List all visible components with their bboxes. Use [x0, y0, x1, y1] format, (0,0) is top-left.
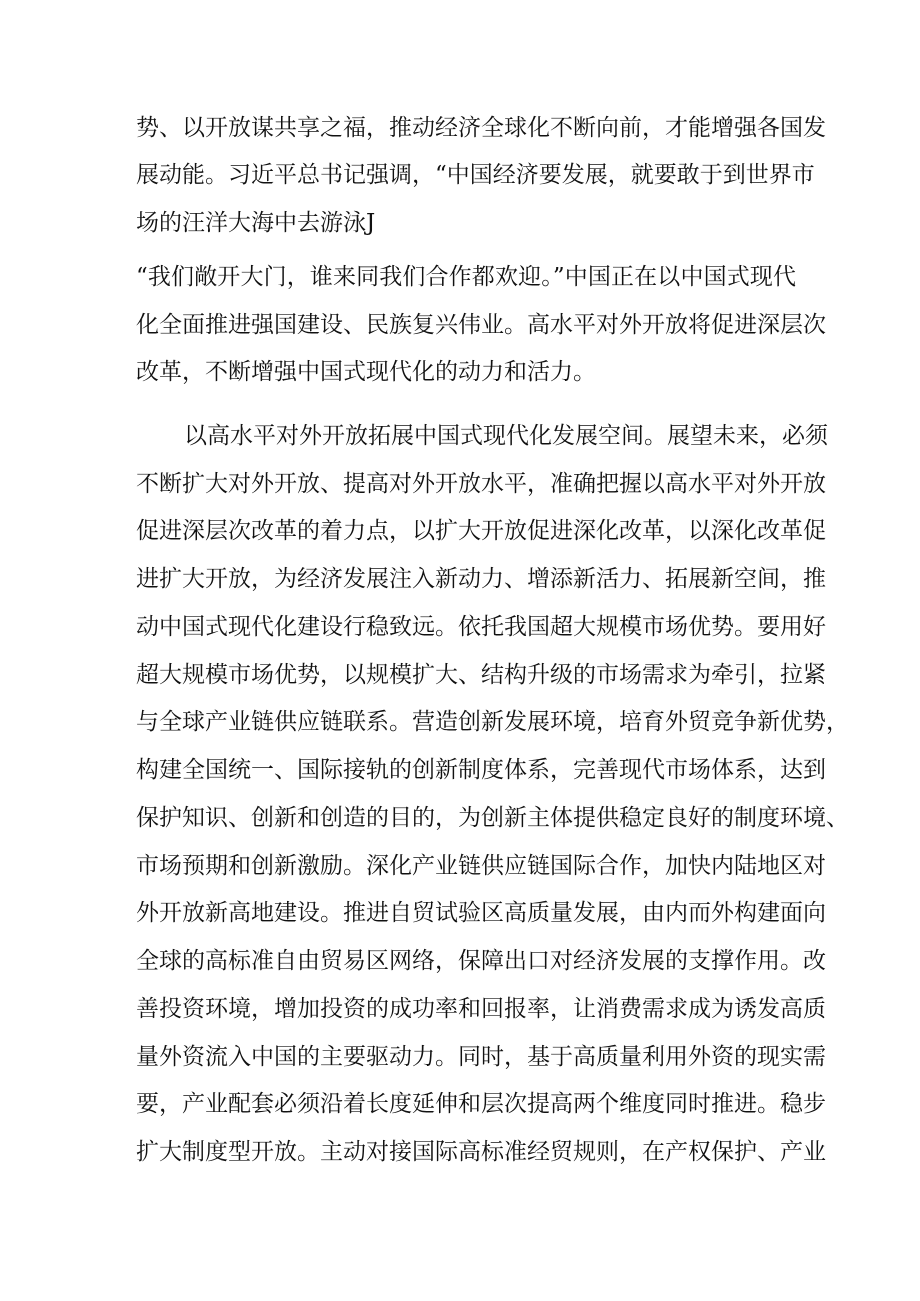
text-line: “我们敞开大门，谁来同我们合作都欢迎。”中国正在以中国式现代: [136, 264, 796, 290]
text-line: 与全球产业链供应链联系。营造创新发展环境，培育外贸竞争新优势，: [136, 709, 849, 735]
text-line: 不断扩大对外开放、提高对外开放水平，准确把握以高水平对外开放: [136, 471, 826, 497]
text-line: 量外资流入中国的主要驱动力。同时，基于高质量利用外资的现实需: [136, 1044, 826, 1070]
text-line: 进扩大开放，为经济发展注入新动力、增添新活力、拓展新空间，推: [136, 566, 826, 592]
text-line: 构建全国统一、国际接轨的创新制度体系，完善现代市场体系，达到: [136, 757, 826, 783]
text-line: 扩大制度型开放。主动对接国际高标准经贸规则，在产权保护、产业: [136, 1139, 826, 1165]
text-line: 场的汪洋大海中去游泳J: [136, 210, 376, 236]
text-line: 善投资环境，增加投资的成功率和回报率，让消费需求成为诱发高质: [136, 996, 826, 1022]
text-line: 超大规模市场优势，以规模扩大、结构升级的市场需求为牵引，拉紧: [136, 662, 826, 688]
text-line: 促进深层次改革的着力点，以扩大开放促进深化改革，以深化改革促: [136, 518, 826, 544]
text-line: 势、以开放谋共享之福，推动经济全球化不断向前，才能增强各国发: [136, 115, 826, 141]
text-line: 全球的高标准自由贸易区网络，保障出口对经济发展的支撑作用。改: [136, 948, 826, 974]
text-line: 改革，不断增强中国式现代化的动力和活力。: [136, 359, 596, 385]
text-line: 展动能。习近平总书记强调，“中国经济要发展，就要敢于到世界市: [136, 162, 815, 188]
text-line: 市场预期和创新激励。深化产业链供应链国际合作，加快内陆地区对: [136, 853, 826, 879]
text-line: 保护知识、创新和创造的目的，为创新主体提供稳定良好的制度环境、: [136, 805, 849, 831]
text-line: 外开放新高地建设。推进自贸试验区高质量发展，由内而外构建面向: [136, 900, 826, 926]
text-line: 要，产业配套必须沿着长度延伸和层次提高两个维度同时推进。稳步: [136, 1091, 826, 1117]
text-line: 动中国式现代化建设行稳致远。依托我国超大规模市场优势。要用好: [136, 614, 826, 640]
text-line: 化全面推进强国建设、民族复兴伟业。高水平对外开放将促进深层次: [136, 312, 826, 338]
text-line: 以高水平对外开放拓展中国式现代化发展空间。展望未来，必须: [184, 423, 828, 449]
